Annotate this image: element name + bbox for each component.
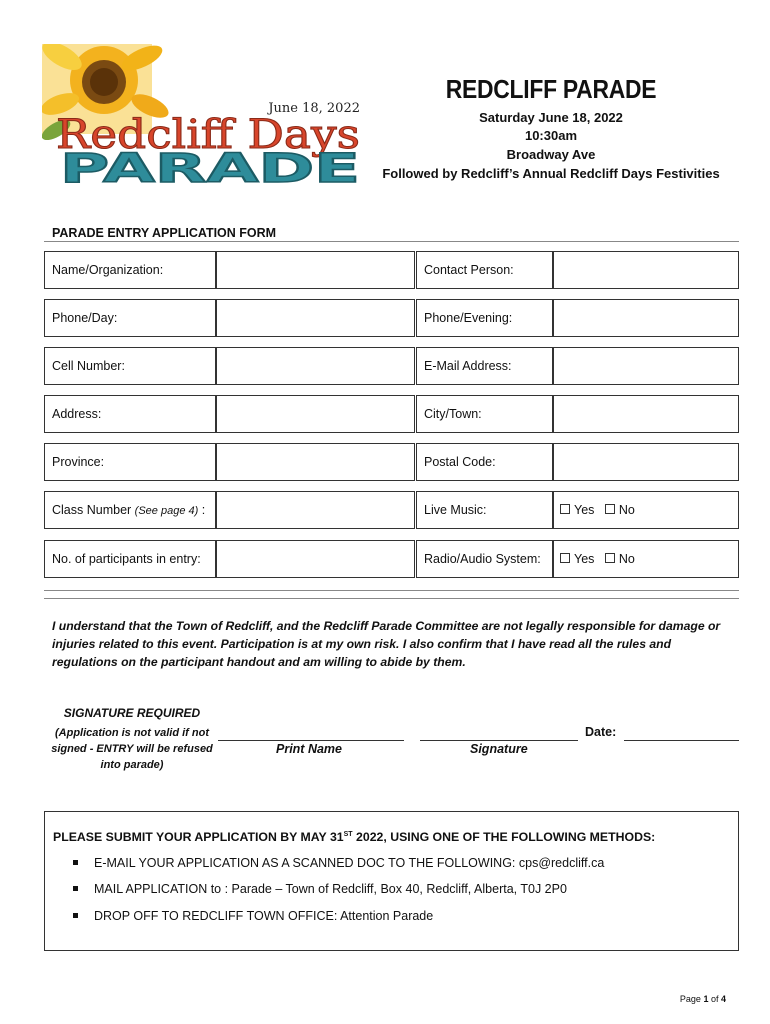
- form-row-name: [44, 251, 739, 289]
- live-music-no-checkbox[interactable]: [605, 504, 615, 514]
- email-label: E-Mail Address:: [424, 359, 512, 373]
- email-field[interactable]: [553, 347, 739, 385]
- signature-note-line1: (Application is not valid if not: [55, 727, 209, 739]
- form-row-province: [44, 443, 739, 481]
- event-followup: Followed by Redcliff’s Annual Redcliff Days Festivities: [382, 166, 720, 181]
- logo-date: June 18, 2022: [268, 101, 360, 116]
- radio-no-checkbox[interactable]: [605, 553, 615, 563]
- page-current: 1: [703, 994, 709, 1004]
- divider: [44, 590, 739, 591]
- class-number-colon: :: [201, 503, 206, 517]
- class-number-note: (See page 4): [134, 505, 199, 517]
- name-org-label: Name/Organization:: [52, 263, 164, 277]
- phone-day-label: Phone/Day:: [52, 311, 118, 325]
- address-label: Address:: [52, 407, 102, 421]
- print-name-line[interactable]: [218, 740, 404, 741]
- city-label: City/Town:: [424, 407, 482, 421]
- divider: [44, 241, 739, 242]
- cell-label: Cell Number:: [52, 359, 125, 373]
- live-music-label: Live Music:: [424, 503, 487, 517]
- bullet-icon: [73, 886, 78, 891]
- bullet-icon: [73, 860, 78, 865]
- event-date: Saturday June 18, 2022: [479, 110, 623, 125]
- phone-evening-field[interactable]: [553, 299, 739, 337]
- logo-line2: PARADE: [60, 146, 360, 188]
- radio-yes-checkbox[interactable]: [560, 553, 570, 563]
- no-label: No: [618, 503, 635, 517]
- submit-heading-sup: ST: [343, 830, 353, 838]
- live-music-choices: [560, 491, 635, 529]
- class-number-text: Class Number: [52, 503, 132, 517]
- date-label: Date:: [585, 725, 617, 739]
- phone-evening-label: Phone/Evening:: [424, 311, 513, 325]
- method-mail: MAIL APPLICATION to : Parade – Town of Redcliff, Box 40, Redcliff, Alberta, T0J 2P0: [94, 882, 567, 896]
- participants-field[interactable]: [216, 540, 415, 578]
- submission-instructions: [44, 811, 739, 951]
- participants-label: No. of participants in entry:: [52, 552, 201, 566]
- page-number: [680, 994, 726, 1004]
- class-number-field[interactable]: [216, 491, 415, 529]
- form-row-phone: [44, 299, 739, 337]
- form-row-address: [44, 395, 739, 433]
- logo-line1: Redcliff Days: [56, 112, 360, 158]
- address-field[interactable]: [216, 395, 415, 433]
- radio-label: Radio/Audio System:: [424, 552, 541, 566]
- signature-note-line2: signed - ENTRY will be refused: [51, 743, 213, 755]
- yes-label: Yes: [574, 552, 595, 566]
- print-name-label: Print Name: [276, 742, 342, 756]
- event-location: Broadway Ave: [506, 147, 596, 162]
- live-music-yes-checkbox[interactable]: [560, 504, 570, 514]
- method-email: E-MAIL YOUR APPLICATION AS A SCANNED DOC TO THE FOLLOWING: cps@redcliff.ca: [94, 856, 605, 870]
- phone-day-field[interactable]: [216, 299, 415, 337]
- submit-heading-post: 2022, USING ONE OF THE FOLLOWING METHODS:: [352, 830, 656, 844]
- redcliff-days-parade-logo: [42, 44, 364, 188]
- liability-disclaimer: I understand that the Town of Redcliff, and the Redcliff Parade Committee are not legally responsible for damage or injuries related to this event. Participation is at my own risk. I also confirm that I have read all the rules and regulations on the participant handout and am willing to abide by them.: [52, 619, 721, 669]
- page-of: of: [708, 994, 721, 1004]
- city-field[interactable]: [553, 395, 739, 433]
- cell-field[interactable]: [216, 347, 415, 385]
- page-total: 4: [720, 994, 726, 1004]
- list-item: [73, 909, 433, 923]
- signature-note-line3: into parade): [100, 759, 164, 771]
- postal-label: Postal Code:: [424, 455, 496, 469]
- province-field[interactable]: [216, 443, 415, 481]
- contact-label: Contact Person:: [424, 263, 514, 277]
- method-drop-off: DROP OFF TO REDCLIFF TOWN OFFICE: Attention Parade: [94, 909, 434, 923]
- no-label: No: [618, 552, 635, 566]
- submit-heading-pre: PLEASE SUBMIT YOUR APPLICATION BY MAY 31: [53, 830, 344, 844]
- list-item: [73, 882, 567, 896]
- signature-label: Signature: [470, 742, 528, 756]
- event-time: 10:30am: [524, 128, 578, 143]
- class-number-label: [44, 491, 205, 529]
- form-title: PARADE ENTRY APPLICATION FORM: [52, 226, 277, 240]
- signature-note: [48, 725, 216, 773]
- signature-required-heading: SIGNATURE REQUIRED: [63, 706, 201, 720]
- name-org-field[interactable]: [216, 251, 415, 289]
- list-item: [73, 856, 604, 870]
- yes-label: Yes: [574, 503, 595, 517]
- form-row-participants: [44, 540, 739, 578]
- contact-field[interactable]: [553, 251, 739, 289]
- form-row-cell: [44, 347, 739, 385]
- radio-choices: [560, 540, 635, 578]
- signature-line[interactable]: [420, 740, 578, 741]
- date-line[interactable]: [624, 740, 739, 741]
- divider: [44, 598, 739, 599]
- form-row-class: [44, 491, 739, 529]
- page-prefix: Page: [679, 994, 704, 1004]
- bullet-icon: [73, 913, 78, 918]
- postal-field[interactable]: [553, 443, 739, 481]
- submit-heading: [53, 830, 655, 844]
- province-label: Province:: [52, 455, 105, 469]
- page-title: REDCLIFF PARADE: [445, 74, 657, 104]
